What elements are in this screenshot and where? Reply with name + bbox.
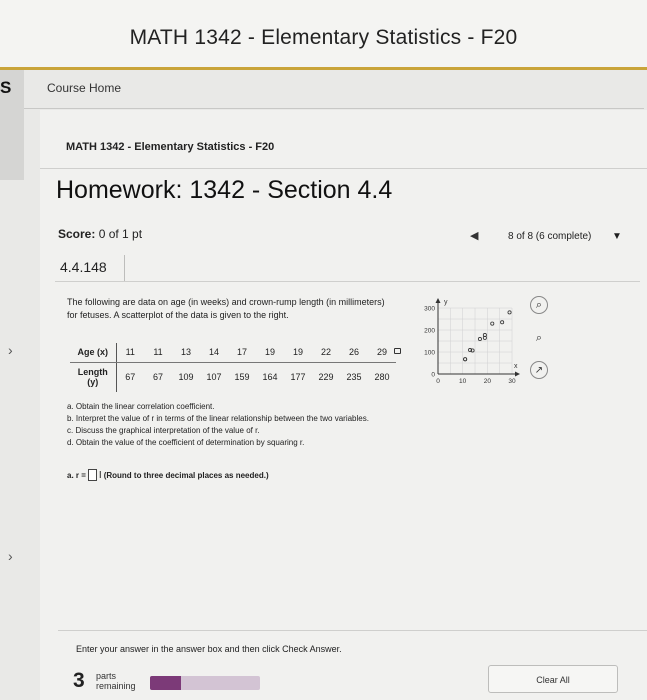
- parts-remaining-count: 3: [73, 669, 85, 692]
- parts-label-line2: remaining: [96, 681, 136, 691]
- answer-hint: (Round to three decimal places as needed.): [103, 470, 269, 480]
- answer-prefix: a. r =: [67, 470, 86, 480]
- expand-icon[interactable]: ↗: [530, 361, 548, 379]
- problem-text: The following are data on age (in weeks) and crown-rump length (in millimeters) for fetuses. A scatterplot of the data is given to the right.: [67, 297, 385, 320]
- data-table: [70, 343, 396, 392]
- divider: [24, 108, 644, 109]
- y-tick-label: 300: [424, 305, 435, 313]
- parts-progress-fill: [150, 676, 181, 690]
- course-home-link[interactable]: Course Home: [47, 81, 122, 95]
- divider: [55, 281, 640, 282]
- zoom-in-icon[interactable]: ⌕: [530, 296, 548, 314]
- data-point: [464, 358, 467, 361]
- row-header-length-line2: (y): [87, 377, 99, 387]
- divider: [58, 630, 647, 631]
- table-cell: 159: [234, 372, 250, 382]
- table-cell: 17: [228, 343, 256, 363]
- table-row: [70, 363, 396, 393]
- table-cell: 67: [125, 372, 136, 382]
- logo-fragment: S: [0, 78, 12, 97]
- task-list: [67, 401, 369, 449]
- score-label: Score:: [58, 227, 96, 241]
- question-number: 4.4.148: [60, 259, 107, 275]
- header-title: MATH 1342 - Elementary Statistics - F20: [129, 26, 518, 49]
- parts-remaining-label: [96, 671, 136, 691]
- copy-data-icon[interactable]: [394, 348, 401, 354]
- y-tick-label: 100: [424, 349, 435, 357]
- answer-input[interactable]: [88, 469, 97, 481]
- table-cell: 14: [200, 343, 228, 363]
- table-cell: 235: [346, 372, 362, 382]
- data-point: [508, 311, 511, 314]
- data-point: [491, 322, 494, 325]
- data-point: [501, 321, 504, 324]
- chevron-right-icon[interactable]: ›: [8, 548, 13, 564]
- table-cell: 29: [368, 343, 396, 363]
- row-header-length: [70, 363, 116, 393]
- scatterplot: [414, 296, 526, 396]
- zoom-out-icon[interactable]: ⌕: [535, 332, 543, 344]
- text-cursor-icon: I: [98, 469, 102, 481]
- table-cell: 177: [290, 372, 306, 382]
- y-axis-arrow: [436, 298, 441, 303]
- table-cell: 280: [374, 372, 390, 382]
- task-c: c. Discuss the graphical interpretation of the value of r.: [67, 426, 260, 435]
- table-cell: 229: [318, 372, 334, 382]
- row-header-age: Age (x): [70, 343, 116, 363]
- clear-all-button[interactable]: Clear All: [488, 665, 618, 693]
- table-row: [70, 343, 396, 363]
- table-cell: 22: [312, 343, 340, 363]
- table-cell: 107: [206, 372, 222, 382]
- score-value: 0 of 1 pt: [98, 227, 143, 241]
- chevron-right-icon[interactable]: ›: [8, 342, 13, 358]
- x-tick-label: 20: [483, 378, 491, 385]
- table-cell: 109: [178, 372, 194, 382]
- y-tick-label: 200: [424, 327, 435, 335]
- x-tick-label: 0: [436, 378, 440, 385]
- parts-label-line1: parts: [96, 671, 117, 681]
- answer-row: [67, 469, 269, 481]
- x-axis-label: x: [514, 363, 518, 370]
- previous-question-icon[interactable]: ◀: [470, 230, 479, 242]
- table-cell: 13: [172, 343, 200, 363]
- y-axis-label: y: [444, 299, 448, 306]
- data-point: [478, 337, 481, 340]
- table-cell: 11: [116, 343, 144, 363]
- table-cell: 19: [256, 343, 284, 363]
- header-accent-line: [0, 67, 647, 70]
- homework-title: Homework: 1342 - Section 4.4: [56, 176, 393, 204]
- table-cell: 26: [340, 343, 368, 363]
- y-tick-label: 0: [431, 371, 435, 379]
- row-header-length-line1: Length: [77, 367, 108, 377]
- x-axis-arrow: [515, 372, 520, 377]
- task-d: d. Obtain the value of the coefficient of determination by squaring r.: [67, 438, 305, 447]
- divider: [40, 168, 647, 169]
- table-cell: 11: [144, 343, 172, 363]
- header-bar: [0, 0, 647, 68]
- score: [58, 227, 142, 241]
- course-title: MATH 1342 - Elementary Statistics - F20: [66, 141, 275, 153]
- question-number-box: [55, 255, 125, 281]
- answer-instruction: Enter your answer in the answer box and then click Check Answer.: [76, 644, 342, 654]
- table-cell: 164: [262, 372, 278, 382]
- question-progress-dropdown[interactable]: 8 of 8 (6 complete): [508, 231, 592, 242]
- task-a: a. Obtain the linear correlation coefficient.: [67, 402, 215, 411]
- dropdown-caret-icon[interactable]: ▼: [612, 231, 622, 242]
- table-cell: 19: [284, 343, 312, 363]
- x-tick-label: 10: [459, 378, 467, 385]
- x-tick-label: 30: [508, 378, 516, 385]
- task-b: b. Interpret the value of r in terms of the linear relationship between the two variables.: [67, 414, 369, 423]
- table-cell: 67: [152, 372, 163, 382]
- parts-progress-bar: [150, 676, 260, 690]
